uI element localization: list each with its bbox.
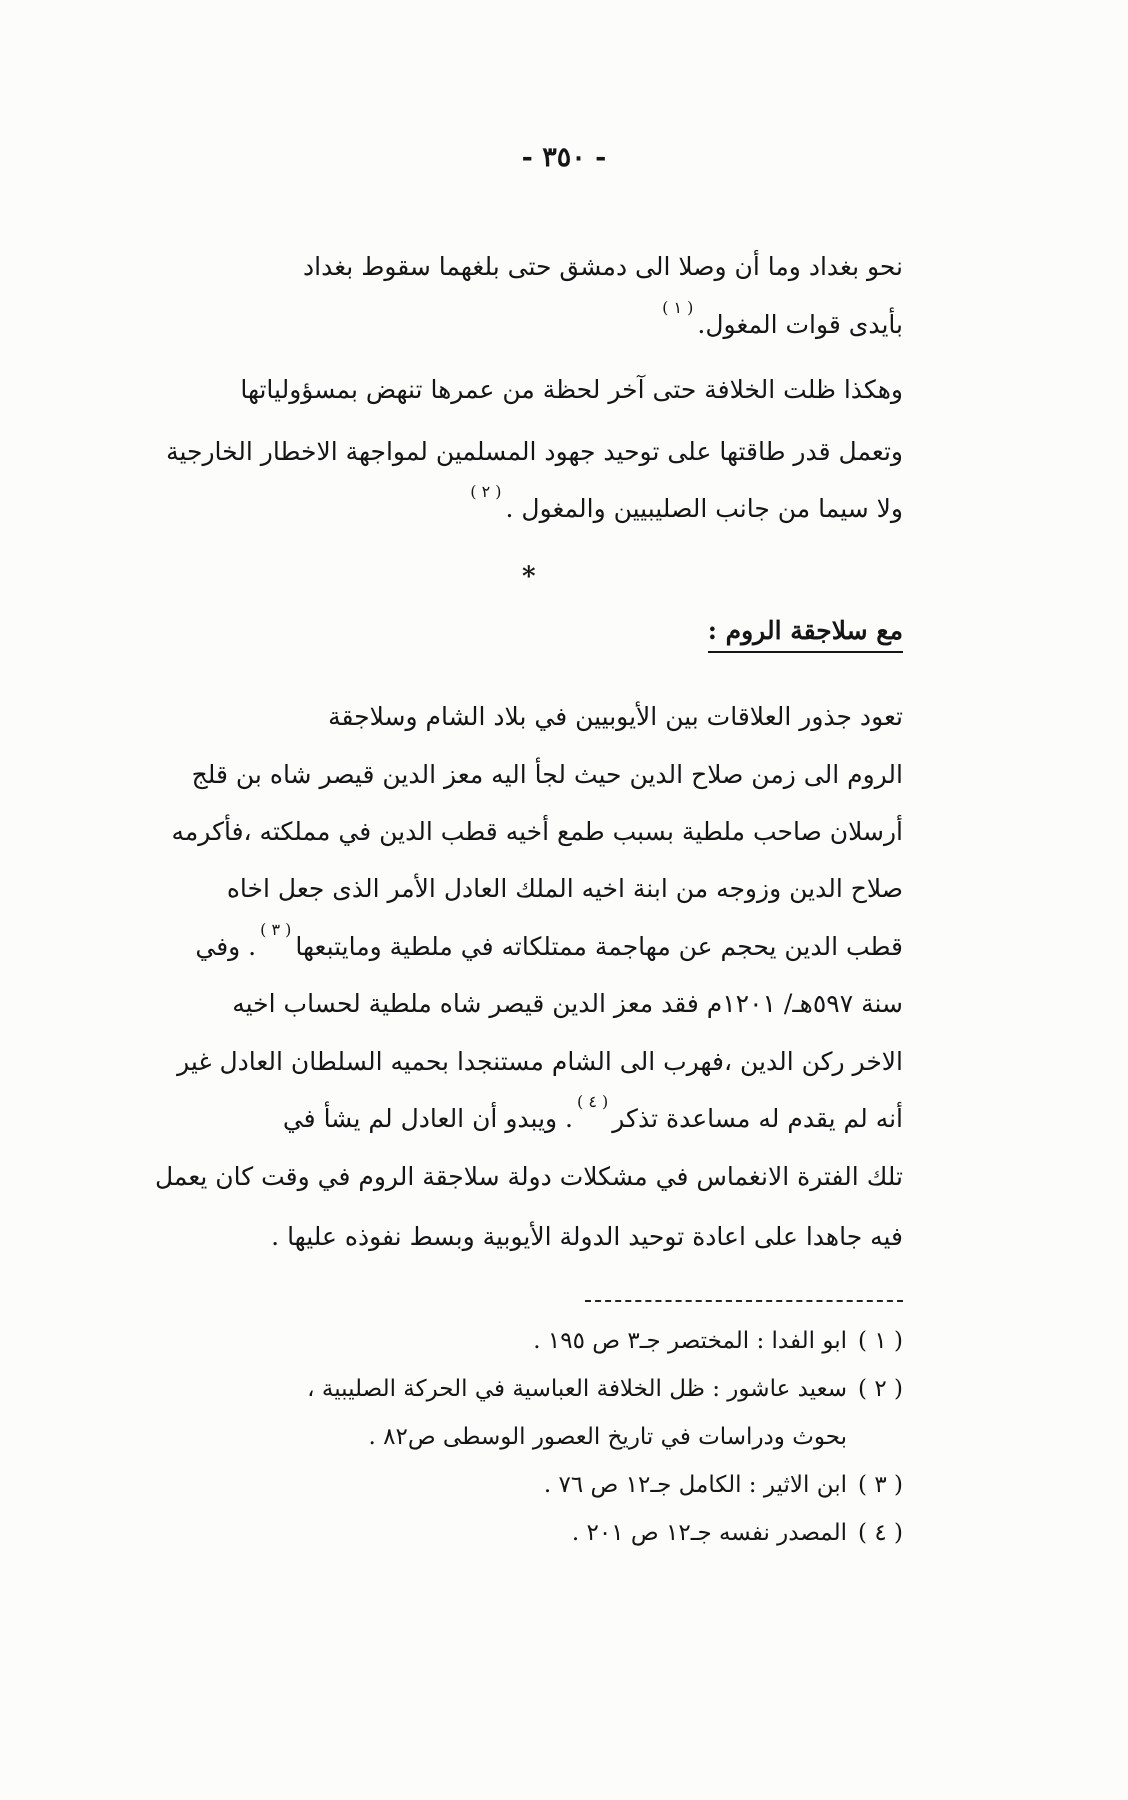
section-separator-star: * [522,562,536,592]
footnote-3 [544,1472,903,1498]
footnote-ref-3: ( ٣ ) [260,920,292,939]
footnote-2-continuation: بحوث ودراسات في تاريخ العصور الوسطى ص٨٢ . [368,1424,847,1450]
paragraph2-line3-text: ولا سيما من جانب الصليبيين والمغول . [505,494,903,523]
paragraph2-line1: وهكذا ظلت الخلافة حتى آخر لحظة من عمرها تنهض بمسؤولياتها [240,375,903,404]
paragraph3-line2: الروم الى زمن صلاح الدين حيث لجأ اليه معز الدين قيصر شاه بن قلج [191,760,903,789]
footnote-1-text: ابو الفدا : المختصر جـ٣ ص ١٩٥ . [533,1328,847,1354]
paragraph3-line7: الاخر ركن الدين ،فهرب الى الشام مستنجدا بحميه السلطان العادل غير [177,1047,903,1076]
footnote-2-text: سعيد عاشور : ظل الخلافة العباسية في الحركة الصليبية ، [307,1376,847,1402]
footnote-1-number: ( ١ ) [858,1328,903,1354]
footnote-2-number: ( ٢ ) [858,1376,903,1402]
paragraph3-line5-text-b: . وفي [195,932,257,961]
paragraph3-line8-text-b: . ويبدو أن العادل لم يشأ في [282,1104,573,1133]
paragraph3-line8-text-a: أنه لم يقدم له مساعدة تذكر [612,1104,903,1133]
section-heading: مع سلاجقة الروم : [708,616,903,653]
footnote-ref-1: ( ١ ) [662,298,694,317]
paragraph2-line3 [466,482,903,524]
paragraph3-line5-text-a: قطب الدين يحجم عن مهاجمة ممتلكاته في ملطية ومايتبعها [295,932,903,961]
paragraph3-line6: سنة ٥٩٧هـ/ ١٢٠١م فقد معز الدين قيصر شاه ملطية لحساب اخيه [232,989,903,1018]
page-number: - ٣٥٠ - [521,142,607,173]
paragraph3-line9: تلك الفترة الانغماس في مشكلات دولة سلاجقة الروم في وقت كان يعمل [154,1162,903,1191]
footnote-separator [585,1300,903,1302]
footnote-4-number: ( ٤ ) [858,1520,903,1546]
paragraph1-line2 [658,298,903,340]
paragraph3-line4: صلاح الدين وزوجه من ابنة اخيه الملك العادل الأمر الذى جعل اخاه [226,874,903,903]
paragraph1-line1: نحو بغداد وما أن وصلا الى دمشق حتى بلغهما سقوط بغداد [303,252,903,281]
footnote-2 [307,1376,903,1402]
paragraph3-line3: أرسلان صاحب ملطية بسبب طمع أخيه قطب الدين في مملكته ،فأكرمه [171,817,903,846]
footnote-ref-2: ( ٢ ) [470,482,502,501]
paragraph3-line10: فيه جاهدا على اعادة توحيد الدولة الأيوبية وبسط نفوذه عليها . [271,1222,903,1251]
paragraph3-line8 [282,1092,903,1134]
footnote-3-number: ( ٣ ) [858,1472,903,1498]
footnote-3-text: ابن الاثير : الكامل جـ١٢ ص ٧٦ . [543,1472,847,1498]
paragraph1-line2-text: بأيدى قوات المغول. [697,310,903,339]
paragraph2-line2: وتعمل قدر طاقتها على توحيد جهود المسلمين لمواجهة الاخطار الخارجية [166,437,903,466]
footnote-4-text: المصدر نفسه جـ١٢ ص ٢٠١ . [571,1520,847,1546]
footnote-1 [533,1328,903,1354]
paragraph3-line5 [195,920,903,962]
footnote-ref-4: ( ٤ ) [577,1092,609,1111]
paragraph3-line1: تعود جذور العلاقات بين الأيوبيين في بلاد الشام وسلاجقة [328,702,903,731]
footnote-4 [572,1520,903,1546]
